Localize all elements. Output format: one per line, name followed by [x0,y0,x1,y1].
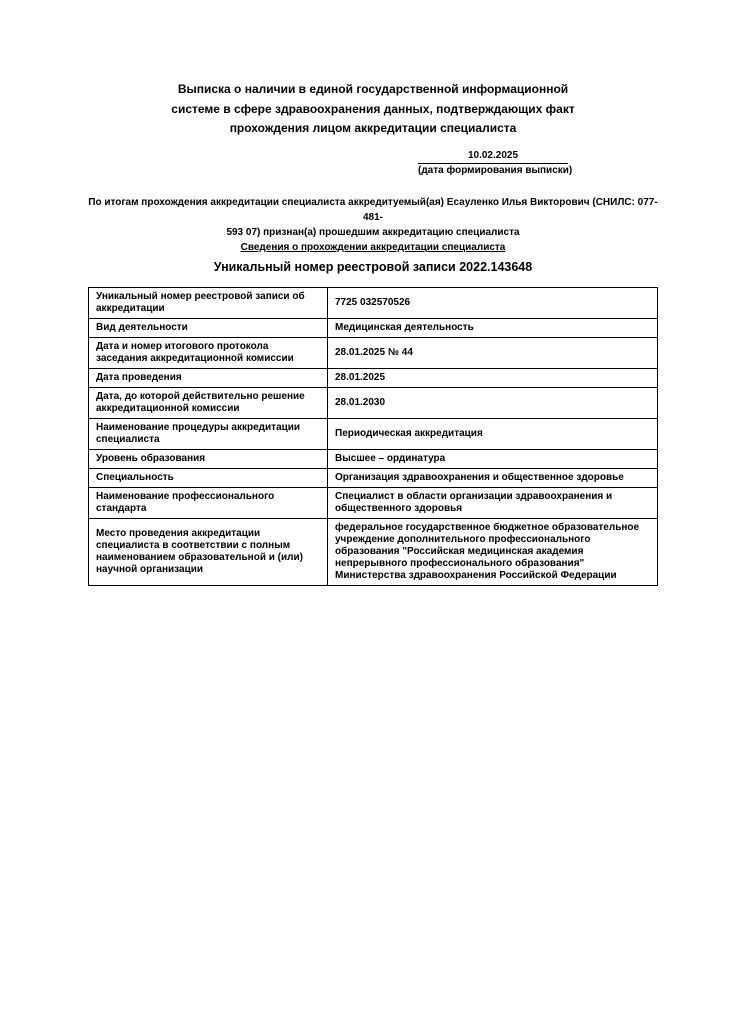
table-row [89,450,658,469]
row-value-cell: Организация здравоохранения и общественное здоровье [328,469,658,488]
row-label-cell: Уровень образования [89,450,328,469]
extract-date: 10.02.2025 [418,149,568,164]
row-label-cell: Специальность [89,469,328,488]
accreditation-table [88,287,658,586]
table-row [89,388,658,419]
row-label-cell: Наименование процедуры аккредитации специалиста [89,419,328,450]
row-value-cell: 7725 032570526 [328,288,658,319]
row-value-cell: федеральное государственное бюджетное образовательное учреждение дополнительного профессионального образования "Российская медицинская академия непрерывного профессионального образования" Министерства здравоохранения Российской Федерации [328,519,658,586]
row-value-cell: Медицинская деятельность [328,319,658,338]
table-row [89,488,658,519]
document-title [0,80,746,139]
table-row [89,369,658,388]
row-value-cell: 28.01.2030 [328,388,658,419]
table-row [89,288,658,319]
row-label-cell: Дата, до которой действительно решение аккредитационной комиссии [89,388,328,419]
table-row [89,519,658,586]
row-label-cell: Наименование профессионального стандарта [89,488,328,519]
row-label-cell: Уникальный номер реестровой записи об аккредитации [89,288,328,319]
table-row [89,419,658,450]
row-label-cell: Вид деятельности [89,319,328,338]
extract-date-block [418,149,573,177]
registry-number-heading: Уникальный номер реестровой записи 2022.143648 [213,260,533,274]
row-value-cell: Периодическая аккредитация [328,419,658,450]
section-heading: Сведения о прохождении аккредитации специалиста [240,242,506,253]
document-title-line: прохождения лицом аккредитации специалиста [229,121,517,135]
intro-line: По итогам прохождения аккредитации специалиста аккредитуемый(ая) Есауленко Илья Викторович (СНИЛС: 077-481- [88,197,658,223]
document-title-line: Выписка о наличии в единой государственной информационной [177,82,569,96]
extract-date-caption: (дата формирования выписки) [418,165,573,176]
table-row [89,338,658,369]
table-row [89,319,658,338]
row-label-cell: Дата и номер итогового протокола заседания аккредитационной комиссии [89,338,328,369]
document-title-line: системе в сфере здравоохранения данных, подтверждающих факт [171,101,575,116]
row-value-cell: 28.01.2025 [328,369,658,388]
row-value-cell: 28.01.2025 № 44 [328,338,658,369]
table-row [89,469,658,488]
row-label-cell: Место проведения аккредитации специалиста в соответствии с полным наименованием образовательной и (или) научной организации [89,519,328,586]
row-label-cell: Дата проведения [89,369,328,388]
row-value-cell: Специалист в области организации здравоохранения и общественного здоровья [328,488,658,519]
intro-line: 593 07) признан(а) прошедшим аккредитацию специалиста [226,227,520,238]
intro-paragraph [83,195,663,240]
row-value-cell: Высшее – ординатура [328,450,658,469]
